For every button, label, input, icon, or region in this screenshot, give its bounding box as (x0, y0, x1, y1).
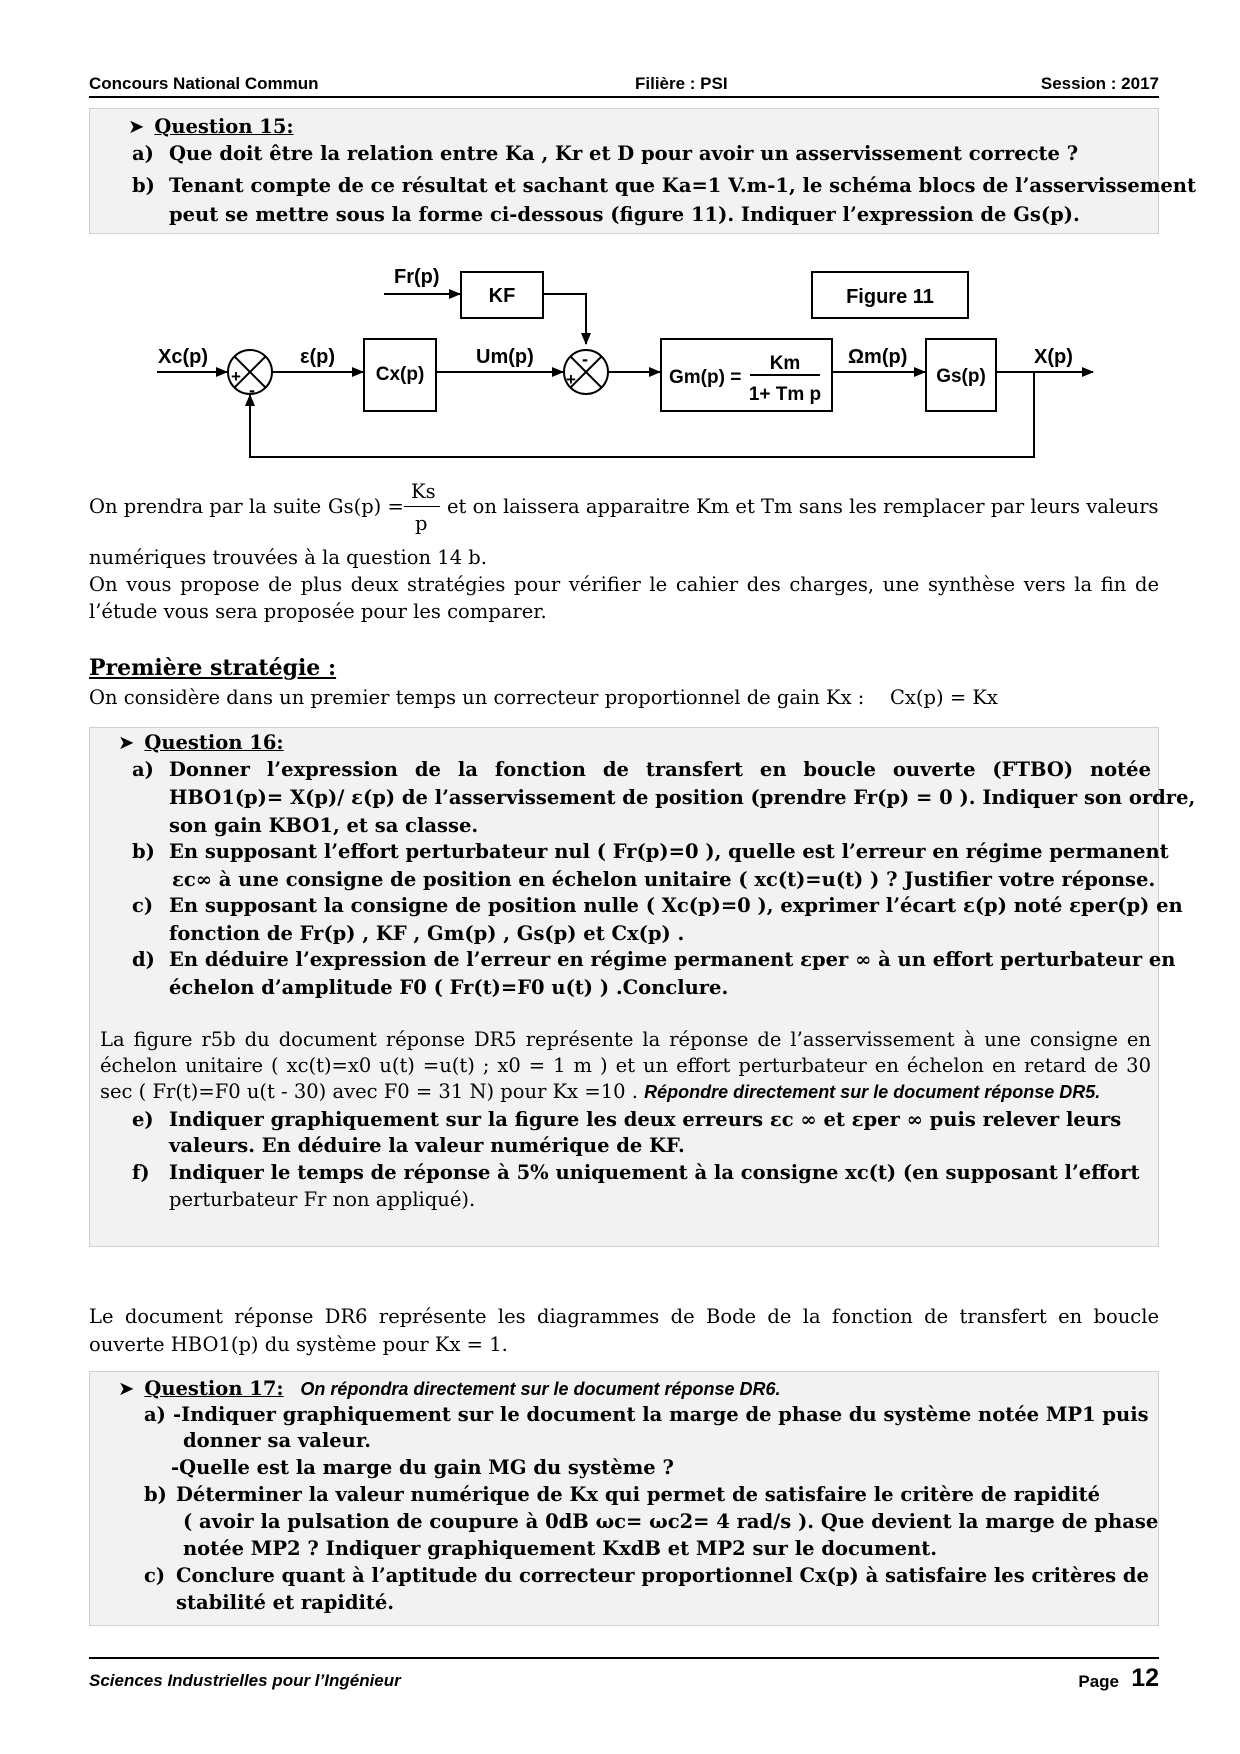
q17-b-text-1: Déterminer la valeur numérique de Kx qui permet de satisfaire le critère de rapidité (176, 1483, 1100, 1506)
q17-a-label: a) (144, 1403, 166, 1426)
q16-b-label: b) (132, 840, 155, 863)
q16-a-text-2: HBO1(p)= X(p)/ ε(p) de l’asservissement de position (prendre Fr(p) = 0 ). Indiquer son ordre, (169, 786, 1196, 809)
kf-arrow (543, 294, 586, 344)
q16-d-text-2: échelon d’amplitude F0 ( Fr(t)=F0 u(t) ) .Conclure. (169, 976, 729, 999)
q17-c-text-1: Conclure quant à l’aptitude du correcteur proportionnel Cx(p) à satisfaire les critères de (176, 1564, 1149, 1587)
q16-f-text-1: Indiquer le temps de réponse à 5% uniquement à la consigne xc(t) (en supposant l’effort (169, 1161, 1140, 1184)
footer-page-number: 12 (1131, 1664, 1159, 1692)
q16-d-label: d) (132, 948, 155, 971)
header-exam: Concours National Commun (89, 74, 319, 93)
q15-b-text-2: peut se mettre sous la forme ci-dessous (figure 11). Indiquer l’expression de Gs(p). (169, 203, 1080, 226)
label-gm-num: Km (769, 353, 801, 374)
label-cx: Cx(p) (375, 364, 425, 385)
arrow-icon: ➤ (128, 115, 145, 138)
q17-b-label: b) (144, 1483, 167, 1506)
q16-a-label: a) (132, 758, 154, 781)
q17-a-text-2: donner sa valeur. (183, 1429, 372, 1452)
gs-formula-den: p (415, 512, 428, 535)
label-eps: ε(p) (300, 346, 336, 368)
dr6-text-1: Le document réponse DR6 représente les diagrammes de Bode de la fonction de transfert en boucle (89, 1305, 1159, 1328)
q16-b-text-2: εc∞ à une consigne de position en échelon unitaire ( xc(t)=u(t) ) ? Justifier votre réponse. (172, 868, 1156, 891)
feedback-path (250, 372, 1034, 457)
gs-formula-lhs: Gs(p) = (328, 495, 404, 518)
q15-b-text-1: Tenant compte de ce résultat et sachant que Ka=1 V.m-1, le schéma blocs de l’asservissement (169, 174, 1196, 197)
q17-a-text-1: -Indiquer graphiquement sur le document la marge de phase du système notée MP1 puis (173, 1403, 1149, 1426)
arrow-icon: ➤ (118, 1377, 135, 1400)
q17-title: ➤ Question 17: On répondra directement sur le document réponse DR6. (118, 1377, 781, 1400)
label-omega: Ωm(p) (848, 346, 908, 368)
page-footer (89, 1657, 1159, 1692)
intro-text-4: l’étude vous sera proposée pour les comparer. (89, 600, 547, 623)
q17-a-text-3: -Quelle est la marge du gain MG du système ? (171, 1456, 674, 1479)
summer1-plus: + (231, 367, 241, 386)
label-gs: Gs(p) (936, 366, 986, 387)
question-17-box (89, 1371, 1159, 1626)
q15-b-label: b) (132, 174, 155, 197)
label-kf: KF (488, 285, 516, 307)
strategy-text: On considère dans un premier temps un correcteur proportionnel de gain Kx : (89, 686, 865, 709)
label-fr: Fr(p) (394, 266, 440, 288)
intro-text-3: On vous propose de plus deux stratégies pour vérifier le cahier des charges, une synthèse vers la fin de (89, 573, 1159, 596)
header-session: Session : 2017 (1040, 74, 1159, 93)
question-16-box (89, 727, 1196, 1247)
label-xc: Xc(p) (158, 346, 208, 368)
header-track: Filière : PSI (635, 74, 728, 93)
arrow-icon: ➤ (118, 731, 135, 754)
q16-e-text-1: Indiquer graphiquement sur la figure les deux erreurs εc ∞ et εper ∞ puis relever leurs (169, 1108, 1122, 1131)
q17-c-text-2: stabilité et rapidité. (176, 1591, 395, 1614)
label-gm-lhs: Gm(p) = (669, 367, 742, 388)
footer-subject: Sciences Industrielles pour l’Ingénieur (89, 1671, 401, 1690)
q16-e-label: e) (132, 1108, 154, 1131)
summer1-minus: - (249, 380, 255, 400)
q16-a-text-3: son gain KBO1, et sa classe. (169, 814, 479, 837)
q16-c-label: c) (132, 894, 154, 917)
q16-title: ➤ Question 16: (118, 731, 284, 754)
q15-title: ➤ Question 15: (128, 115, 294, 138)
q16-e-text-2: valeurs. En déduire la valeur numérique de KF. (169, 1134, 685, 1157)
q17-b-text-2: ( avoir la pulsation de coupure à 0dB ωc= ωc2= 4 rad/s ). Que devient la marge de phase (183, 1510, 1159, 1533)
q16-d-text-1: En déduire l’expression de l’erreur en régime permanent εper ∞ à un effort perturbateur en (169, 948, 1176, 971)
q16-b-text-1: En supposant l’effort perturbateur nul ( Fr(p)=0 ), quelle est l’erreur en régime permanent (169, 840, 1169, 863)
q16-f-label: f) (132, 1161, 150, 1184)
q16-paragraph-3: sec ( Fr(t)=F0 u(t - 30) avec F0 = 31 N) pour Kx =10 . Répondre directement sur le document réponse DR5. (100, 1080, 1101, 1103)
footer-page-label: Page (1078, 1672, 1119, 1691)
q17-c-label: c) (144, 1564, 166, 1587)
gs-formula-num: Ks (411, 480, 436, 503)
strategy-title: Première stratégie : (89, 655, 337, 681)
q16-paragraph-1: La figure r5b du document réponse DR5 représente la réponse de l’asservissement à une consigne en (100, 1028, 1151, 1051)
q15-a-label: a) (132, 142, 154, 165)
q16-c-text-2: fonction de Fr(p) , KF , Gm(p) , Gs(p) et Cx(p) . (169, 922, 685, 945)
fraction-bar (404, 506, 440, 507)
intro-text-1a: On prendra par la suite (89, 495, 322, 518)
q17-b-text-3: notée MP2 ? Indiquer graphiquement KxdB et MP2 sur le document. (183, 1537, 938, 1560)
q16-paragraph-2: échelon unitaire ( xc(t)=x0 u(t) =u(t) ; x0 = 1 m ) et un effort perturbateur en échelon en retard de 30 (100, 1054, 1151, 1077)
label-x: X(p) (1034, 346, 1073, 368)
label-um: Um(p) (476, 346, 534, 368)
dr6-text-2: ouverte HBO1(p) du système pour Kx = 1. (89, 1333, 508, 1356)
q15-a-text: Que doit être la relation entre Ka , Kr et D pour avoir un asservissement correcte ? (169, 142, 1079, 165)
q16-a-text-1: Donner l’expression de la fonction de transfert en boucle ouverte (FTBO) notée (169, 758, 1151, 781)
label-gm-den: 1+ Tm p (748, 384, 822, 405)
q16-c-text-1: En supposant la consigne de position nulle ( Xc(p)=0 ), exprimer l’écart ε(p) noté εper(p) en (169, 894, 1183, 917)
figure-caption: Figure 11 (846, 286, 934, 308)
q16-f-text-2: perturbateur Fr non appliqué). (169, 1188, 476, 1211)
intro-text-1b: et on laissera apparaitre Km et Tm sans les remplacer par leurs valeurs (447, 495, 1159, 518)
block-diagram-figure-11 (0, 0, 1240, 470)
summer2-minus: - (582, 349, 588, 369)
summer2-plus: + (566, 370, 576, 389)
strategy-formula: Cx(p) = Kx (890, 686, 998, 709)
intro-text-2: numériques trouvées à la question 14 b. (89, 546, 487, 569)
